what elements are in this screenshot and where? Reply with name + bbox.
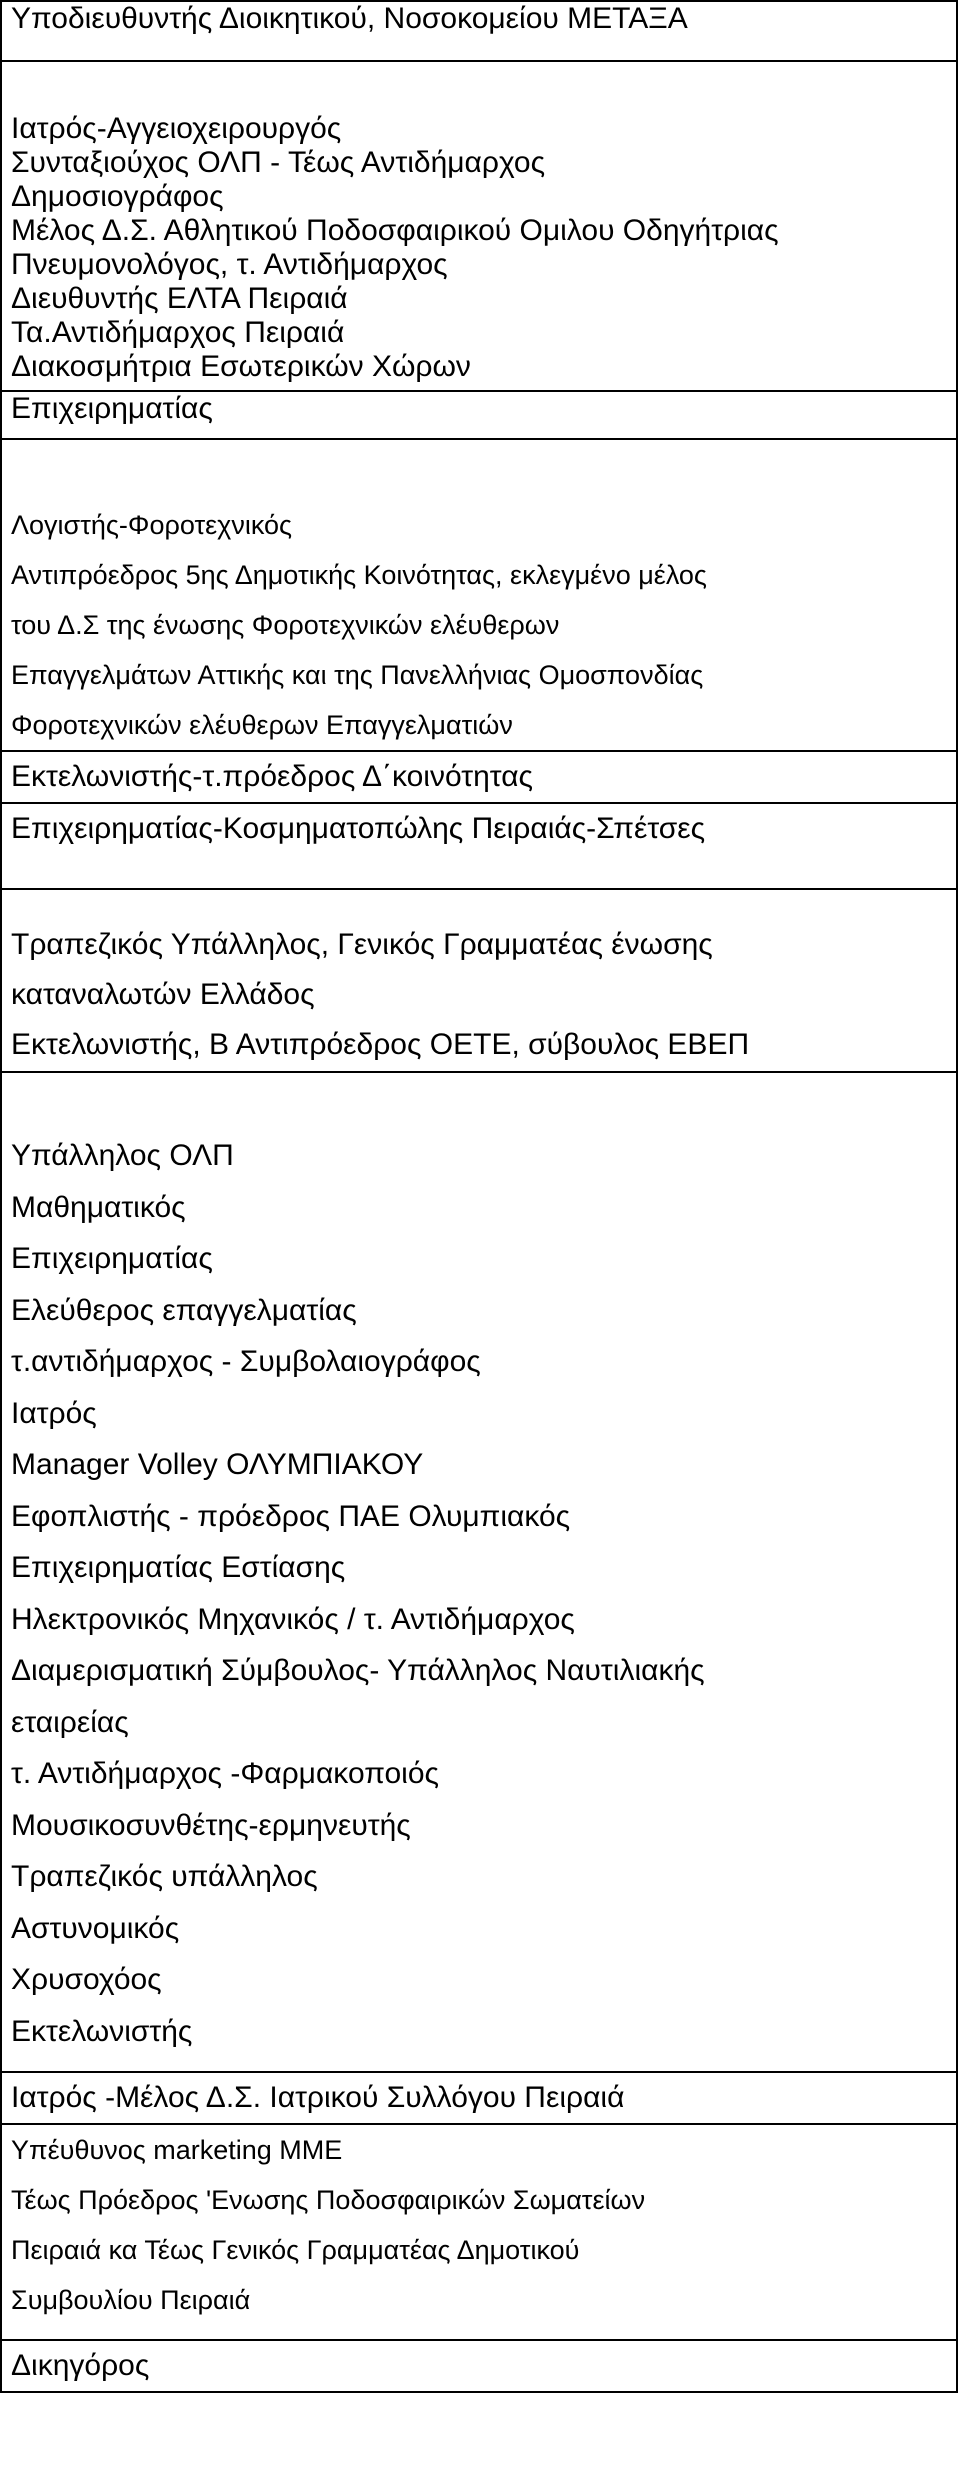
cell-line: του Δ.Σ της ένωσης Φοροτεχνικών ελέυθερων (11, 610, 560, 640)
table-cell (1, 2072, 957, 2124)
cell-line: Λογιστής-Φοροτεχνικός (11, 510, 293, 540)
cell-line: Επιχειρηματίας Εστίασης (11, 1551, 346, 1584)
cell-line (11, 1073, 956, 1130)
table-cell (1, 439, 957, 751)
cell-line: Φοροτεχνικών ελέυθερων Επαγγελματιών (11, 710, 513, 740)
table-cell (1, 889, 957, 1072)
cell-line: εταιρείας (11, 1705, 129, 1739)
table-cell (1, 1, 957, 61)
cell-line: Υπάλληλος ΟΛΠ (11, 1139, 234, 1172)
cell-line (11, 440, 956, 500)
cell-line: Μαθηματικός (11, 1190, 186, 1224)
cell-line: Δικηγόρος (11, 2349, 150, 2382)
cell-line: Υπέυθυνος marketing ΜΜΕ (11, 2135, 343, 2165)
cell-line: τ. Αντιδήμαρχος -Φαρμακοποιός (11, 1757, 439, 1790)
cell-line: Δημοσιογράφος (11, 180, 224, 213)
cell-line (11, 890, 956, 920)
cell-line: Επιχειρηματίας (11, 1242, 213, 1275)
cell-line: Τραπεζικός Υπάλληλος, Γενικός Γραμματέας ένωσης (11, 928, 713, 961)
cell-line: Μουσικοσυνθέτης-ερμηνευτής (11, 1808, 411, 1842)
cell-line: Ηλεκτρονικός Μηχανικός / τ. Αντιδήμαρχος (11, 1602, 575, 1636)
cell-line: Διευθυντής ΕΛΤΑ Πειραιά (11, 282, 348, 315)
table-cell (1, 1072, 957, 2072)
cell-line: Αντιπρόεδρος 5ης Δημοτικής Κοινότητας, εκλεγμένο μέλος (11, 560, 707, 590)
table-cell (1, 391, 957, 439)
table-cell (1, 803, 957, 889)
cell-line: Τραπεζικός υπάλληλος (11, 1860, 318, 1893)
cell-line: Ιατρός (11, 1396, 97, 1430)
cell-line: Πειραιά κα Τέως Γενικός Γραμματέας Δημοτικού (11, 2235, 580, 2265)
cell-line: Επαγγελμάτων Αττικής και της Πανελλήνιας Ομοσπονδίας (11, 660, 704, 690)
cell-line: Ελεύθερος επαγγελματίας (11, 1293, 357, 1327)
cell-line: Επιχειρηματίας-Κοσμηματοπώλης Πειραιάς-Σπέτσες (11, 812, 706, 845)
cell-line: Εκτελωνιστής (11, 2014, 193, 2048)
cell-line (11, 62, 956, 112)
cell-line: Συνταξιούχος ΟΛΠ - Τέως Αντιδήμαρχος (11, 146, 546, 179)
cell-line: Μέλος Δ.Σ. Αθλητικού Ποδοσφαιρικού Ομιλου Οδηγήτριας (11, 214, 779, 247)
table-cell (1, 2124, 957, 2340)
table-cell (1, 751, 957, 803)
cell-line: καταναλωτών Ελλάδος (11, 978, 315, 1011)
cell-line: Διακοσμήτρια Εσωτερικών Χώρων (11, 350, 471, 383)
cell-line: Πνευμονολόγος, τ. Αντιδήμαρχος (11, 248, 448, 281)
cell-line: Ιατρός -Μέλος Δ.Σ. Ιατρικού Συλλόγου Πειραιά (11, 2081, 625, 2114)
table-cell (1, 61, 957, 391)
cell-line: Εκτελωνιστής-τ.πρόεδρος Δ΄κοινότητας (11, 760, 533, 793)
cell-line: Συμβουλίου Πειραιά (11, 2285, 251, 2315)
cell-line: Εκτελωνιστής, Β Αντιπρόεδρος ΟΕΤΕ, σύβουλος ΕΒΕΠ (11, 1028, 750, 1061)
cell-line: Αστυνομικός (11, 1911, 180, 1945)
cell-line: Ιατρός-Αγγειοχειρουργός (11, 112, 342, 145)
cell-line: Υποδιευθυντής Διοικητικού, Νοσοκομείου ΜΕΤΑΞΑ (11, 2, 688, 35)
cell-line: Εφοπλιστής - πρόεδρος ΠΑΕ Ολυμπιακός (11, 1499, 571, 1533)
cell-line: Διαμερισματική Σύμβουλος- Υπάλληλος Ναυτιλιακής (11, 1654, 705, 1687)
cell-line: τ.αντιδήμαρχος - Συμβολαιογράφος (11, 1345, 481, 1378)
cell-line: Manager Volley ΟΛΥΜΠΙΑΚΟΥ (11, 1448, 424, 1481)
cell-line: Τα.Αντιδήμαρχος Πειραιά (11, 316, 345, 349)
cell-line: Επιχειρηματίας (11, 392, 213, 425)
cell-line: Χρυσοχόος (11, 1963, 162, 1996)
table-cell (1, 2340, 957, 2392)
cell-line: Τέως Πρόεδρος 'Ενωσης Ποδοσφαιρικών Σωματείων (11, 2185, 646, 2215)
